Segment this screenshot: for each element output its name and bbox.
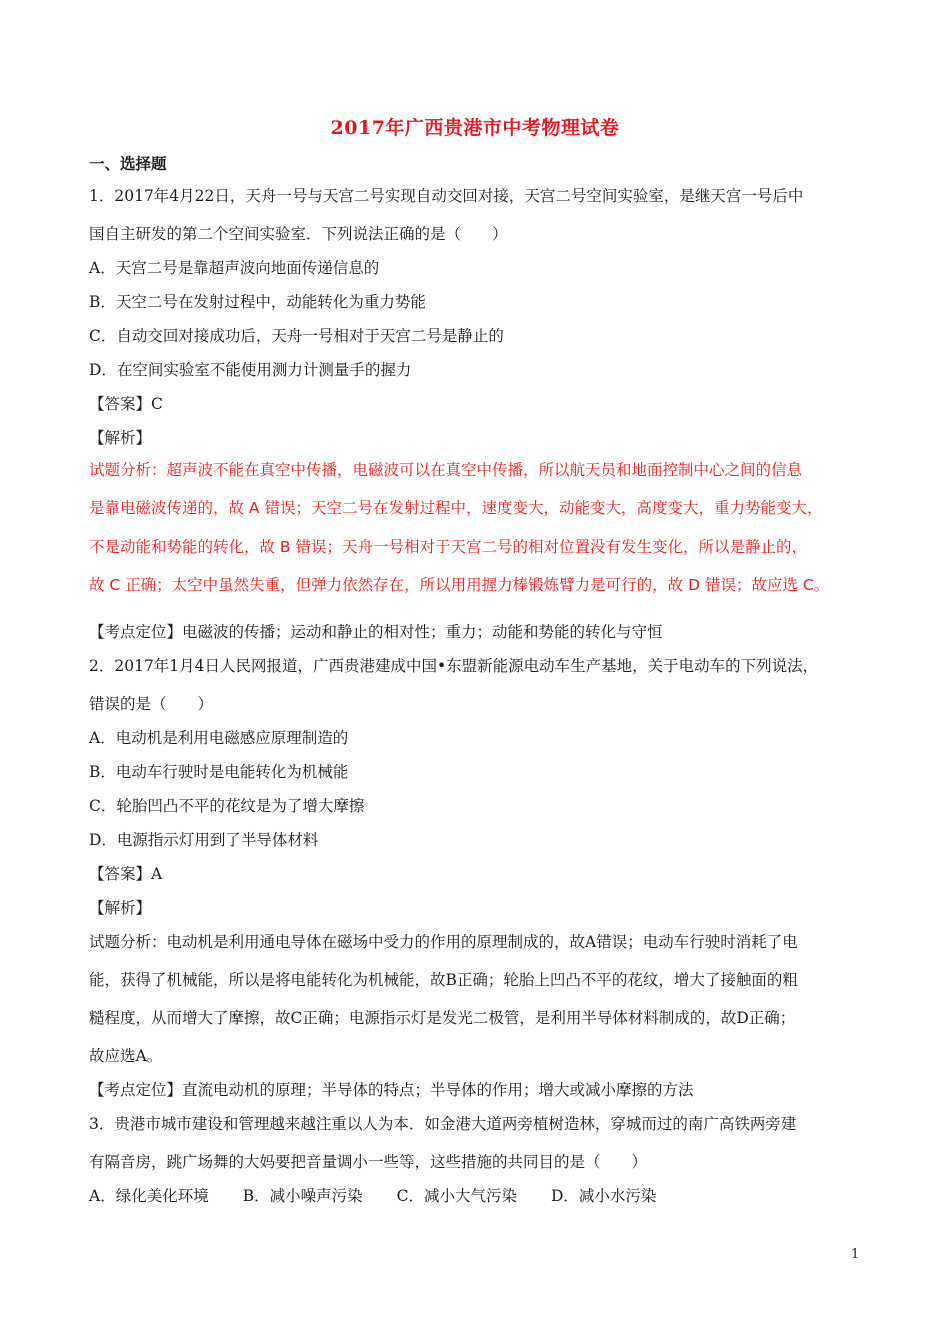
analysis-text: 故 C 正确；太空中虽然失重，但弹力依然存在，所以用用握力棒锻炼臂力是可行的，故 D 错误；故应选 C。 — [89, 576, 830, 594]
answer-label: 【答案】C — [89, 395, 163, 413]
analysis-text: 试题分析：超声波不能在真空中传播，电磁波可以在真空中传播，所以航天员和地面控制中心之间的信息 — [89, 461, 803, 479]
question-stem: 有隔音房，跳广场舞的大妈要把音量调小一些等，这些措施的共同目的是（ ） — [89, 1153, 648, 1171]
question-stem: 2．2017年1月4日人民网报道，广西贵港建成中国•东盟新能源电动车生产基地，关于电动车的下列说法， — [89, 657, 819, 675]
analysis-text: 故应选A。 — [89, 1047, 163, 1065]
knowledge-point: 【考点定位】电磁波的传播；运动和静止的相对性；重力；动能和势能的转化与守恒 — [89, 623, 663, 641]
option-b: B．减小噪声污染 — [242, 1187, 363, 1205]
question-stem: 错误的是（ ） — [89, 695, 214, 713]
option-b: B．电动车行驶时是电能转化为机械能 — [89, 763, 349, 781]
section-heading: 一、选择题 — [89, 154, 167, 173]
analysis-text: 试题分析：电动机是利用通电导体在磁场中受力的作用的原理制成的，故A错误；电动车行驶时消耗了电 — [89, 933, 798, 951]
analysis-text: 能，获得了机械能，所以是将电能转化为机械能，故B正确；轮胎上凹凸不平的花纹，增大了接触面的粗 — [89, 971, 798, 989]
analysis-label: 【解析】 — [89, 429, 152, 447]
option-c: C．轮胎凹凸不平的花纹是为了增大摩擦 — [89, 797, 365, 815]
option-d: D．在空间实验室不能使用测力计测量手的握力 — [89, 361, 412, 379]
page-number: 1 — [851, 1247, 860, 1262]
options-row — [89, 1186, 869, 1206]
option-a: A．绿化美化环境 — [89, 1187, 209, 1205]
analysis-label: 【解析】 — [89, 899, 152, 917]
option-a: A．电动机是利用电磁感应原理制造的 — [89, 729, 349, 747]
analysis-text: 糙程度，从而增大了摩擦，故C正确；电源指示灯是发光二极管，是利用半导体材料制成的，故D正确； — [89, 1009, 796, 1027]
analysis-text: 是靠电磁波传递的，故 A 错误；天空二号在发射过程中，速度变大，动能变大，高度变大，重力势能变大， — [89, 499, 823, 517]
answer-label: 【答案】A — [89, 865, 163, 883]
analysis-text: 不是动能和势能的转化，故 B 错误；天舟一号相对于天宫二号的相对位置没有发生变化，所以是静止的， — [89, 538, 807, 556]
option-d: D．减小水污染 — [550, 1187, 657, 1205]
question-stem: 3．贵港市城市建设和管理越来越注重以人为本．如金港大道两旁植树造林，穿城而过的南广高铁两旁建 — [89, 1115, 797, 1133]
question-stem: 国自主研发的第二个空间实验室．下列说法正确的是（ ） — [89, 225, 508, 243]
option-a: A．天宫二号是靠超声波向地面传递信息的 — [89, 259, 380, 277]
question-stem: 1．2017年4月22日，天舟一号与天宫二号实现自动交回对接，天宫二号空间实验室，是继天宫一号后中 — [89, 187, 804, 205]
document-title: 2017年广西贵港市中考物理试卷 — [330, 117, 620, 139]
option-c: C．自动交回对接成功后，天舟一号相对于天宫二号是静止的 — [89, 327, 504, 345]
knowledge-point: 【考点定位】直流电动机的原理；半导体的特点；半导体的作用；增大或减小摩擦的方法 — [89, 1081, 694, 1099]
option-d: D．电源指示灯用到了半导体材料 — [89, 831, 319, 849]
option-c: C．减小大气污染 — [396, 1187, 517, 1205]
option-b: B．天空二号在发射过程中，动能转化为重力势能 — [89, 293, 426, 311]
